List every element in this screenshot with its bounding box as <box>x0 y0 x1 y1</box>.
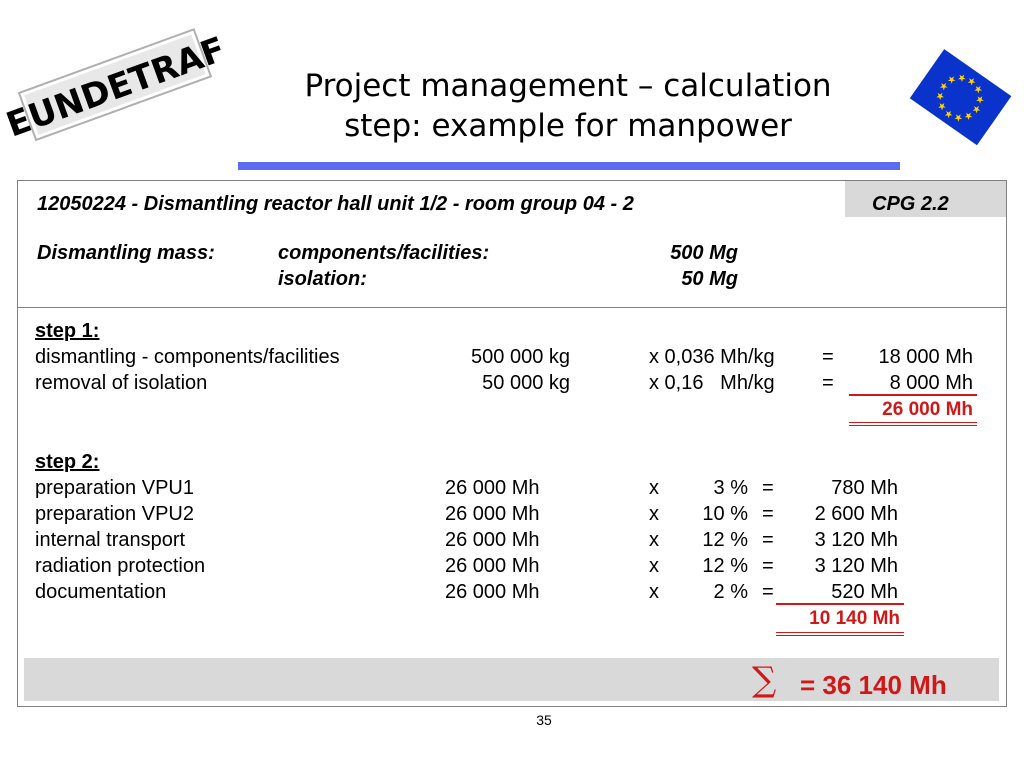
step2-row-eq: = <box>762 555 774 577</box>
logo-text: EUNDETRAF <box>1 29 231 146</box>
title-underline-bar <box>238 162 900 170</box>
eu-star-icon: ★ <box>951 111 965 126</box>
step1-row-qty: 500 000 kg <box>471 346 570 368</box>
step1-row-rate: x 0,036 Mh/kg <box>649 346 775 368</box>
step2-heading: step 2: <box>35 451 100 473</box>
step2-row-x: x <box>649 477 659 499</box>
step2-row-pct: 10 % <box>702 503 748 525</box>
eu-star-icon: ★ <box>944 73 959 88</box>
step2-row-base: 26 000 Mh <box>445 581 540 603</box>
page-title <box>238 66 898 146</box>
step2-row-x: x <box>649 555 659 577</box>
mass-item-value: 50 Mg <box>681 268 738 290</box>
step2-row-result: 780 Mh <box>831 477 898 499</box>
header-divider <box>17 307 1007 308</box>
step2-row-pct: 12 % <box>702 529 748 551</box>
step2-row-x: x <box>649 503 659 525</box>
step1-heading: step 1: <box>35 320 100 342</box>
step1-row-rate: x 0,16 Mh/kg <box>649 372 775 394</box>
step2-row-label: radiation protection <box>35 555 206 577</box>
step2-row-label: internal transport <box>35 529 186 551</box>
step1-row-result: 8 000 Mh <box>889 372 973 394</box>
step2-row-eq: = <box>762 503 774 525</box>
eu-star-icon: ★ <box>941 107 956 122</box>
step1-subtotal: 26 000 Mh <box>882 399 973 420</box>
step2-row-label: preparation VPU2 <box>35 503 194 525</box>
step2-row-x: x <box>649 581 659 603</box>
eu-star-icon: ★ <box>961 109 975 124</box>
step2-row-result: 520 Mh <box>831 581 898 603</box>
eu-star-icon: ★ <box>936 79 951 95</box>
step2-row-label: documentation <box>35 581 167 603</box>
eundetraf-logo <box>1 29 231 146</box>
step2-row-result: 3 120 Mh <box>814 529 898 551</box>
mass-item-label: components/facilities: <box>278 242 490 264</box>
title-line-2: step: example for manpower <box>344 108 792 144</box>
mass-label: Dismantling mass: <box>37 242 215 264</box>
step2-row-result: 2 600 Mh <box>814 503 898 525</box>
eu-star-icon: ★ <box>972 93 987 108</box>
eu-star-icon: ★ <box>969 102 983 117</box>
step2-row-pct: 3 % <box>713 477 748 499</box>
step1-double-rule <box>849 422 977 426</box>
title-line-1: Project management – calculation <box>304 68 832 104</box>
grand-total: = 36 140 Mh <box>800 670 947 700</box>
step2-row-eq: = <box>762 581 774 603</box>
step2-row-label: preparation VPU1 <box>35 477 194 499</box>
step2-row-base: 26 000 Mh <box>445 529 540 551</box>
eu-star-icon: ★ <box>932 89 947 104</box>
eu-star-icon: ★ <box>934 99 949 114</box>
step2-row-result: 3 120 Mh <box>814 555 898 577</box>
step2-row-pct: 12 % <box>702 555 748 577</box>
step2-row-eq: = <box>762 529 774 551</box>
step2-subtotal: 10 140 Mh <box>809 608 900 629</box>
eu-flag-icon <box>900 44 1020 152</box>
step2-double-rule <box>776 632 904 636</box>
cpg-code: CPG 2.2 <box>872 193 949 215</box>
step1-row-eq: = <box>822 372 834 394</box>
step1-row-label: dismantling - components/facilities <box>35 346 340 368</box>
step2-row-base: 26 000 Mh <box>445 477 540 499</box>
step2-row-x: x <box>649 529 659 551</box>
step1-row-eq: = <box>822 346 834 368</box>
page-number: 35 <box>536 712 552 728</box>
step1-sum-rule <box>849 394 977 396</box>
eu-star-icon: ★ <box>964 74 979 90</box>
step1-row-qty: 50 000 kg <box>482 372 570 394</box>
mass-item-label: isolation: <box>278 268 367 290</box>
eu-star-icon: ★ <box>954 71 969 86</box>
step2-row-eq: = <box>762 477 774 499</box>
step1-row-result: 18 000 Mh <box>878 346 973 368</box>
step2-row-base: 26 000 Mh <box>445 555 540 577</box>
sum-sigma-icon: ∑ <box>752 660 777 700</box>
eu-star-icon: ★ <box>971 82 985 98</box>
step1-row-label: removal of isolation <box>35 372 208 394</box>
mass-item-value: 500 Mg <box>670 242 738 264</box>
project-title: 12050224 - Dismantling reactor hall unit 1/2 - room group 04 - 2 <box>37 193 634 215</box>
step2-row-base: 26 000 Mh <box>445 503 540 525</box>
step2-sum-rule <box>776 603 904 605</box>
step2-row-pct: 2 % <box>713 581 748 603</box>
